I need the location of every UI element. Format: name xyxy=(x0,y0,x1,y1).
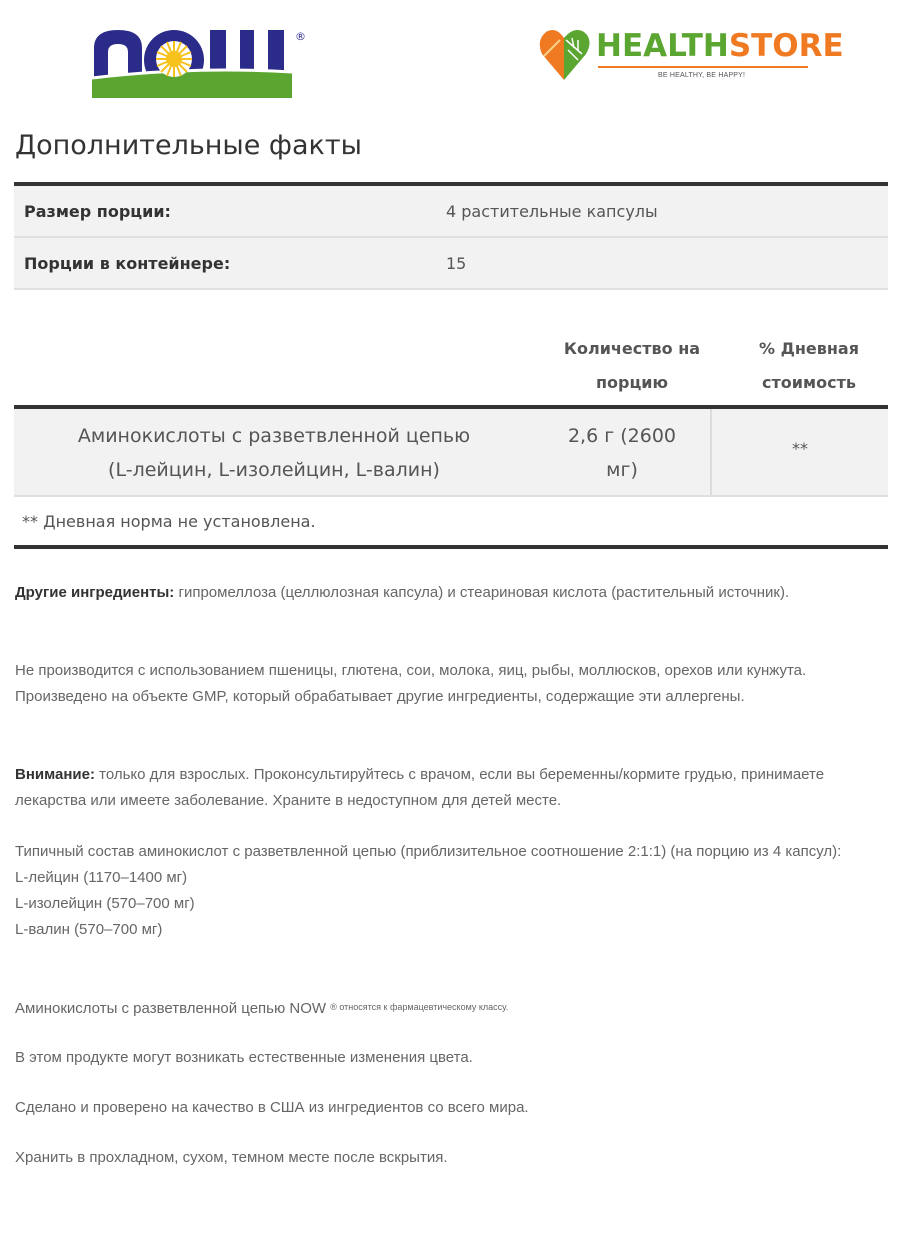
servings-per-container-value: 15 xyxy=(446,253,467,273)
healthstore-wordmark xyxy=(596,26,844,66)
nutrient-daily-value: ** xyxy=(792,439,808,458)
pharma-grade-paragraph xyxy=(15,996,885,1022)
amount-header-line2: порцию xyxy=(595,373,669,392)
healthstore-store: STORE xyxy=(728,28,844,64)
amount-header-line1: Количество на xyxy=(563,339,701,358)
now-logo-icon xyxy=(92,26,312,98)
nutrient-name xyxy=(14,409,534,495)
nutrient-amount-line1: 2,6 г (2600 xyxy=(567,425,677,447)
page-title: Дополнительные факты xyxy=(15,130,362,161)
now-logo xyxy=(92,26,312,98)
servings-per-container-label: Порции в контейнере: xyxy=(24,253,231,273)
table-header xyxy=(14,330,888,405)
column-header-amount xyxy=(534,330,730,405)
typical-item-valine: L-валин (570–700 мг) xyxy=(15,921,163,938)
other-ingredients-text: гипромеллоза (целлюлозная капсула) и стеариновая кислота (растительный источник). xyxy=(174,584,790,601)
healthstore-health: HEALTH xyxy=(596,28,729,64)
warning-paragraph xyxy=(15,762,885,814)
other-ingredients-label: Другие ингредиенты: xyxy=(15,584,175,601)
pharma-sup-text: ® относятся к фармацевтическому классу. xyxy=(330,1002,509,1012)
typical-item-leucine: L-лейцин (1170–1400 мг) xyxy=(15,869,188,886)
nutrition-table xyxy=(14,330,888,549)
made-in-paragraph: Сделано и проверено на качество в США из ингредиентов со всего мира. xyxy=(15,1099,529,1116)
dv-header-line2: стоимость xyxy=(762,373,856,392)
typical-composition-intro: Типичный состав аминокислот с разветвленной цепью (приблизительное соотношение 2:1:1) (на порцию из 4 капсул): xyxy=(15,843,842,860)
dv-header-line1: % Дневная xyxy=(758,339,859,358)
table-row xyxy=(14,238,888,290)
serving-size-value: 4 растительные капсулы xyxy=(446,201,658,221)
healthstore-underline xyxy=(598,66,808,68)
table-row xyxy=(14,409,888,497)
divider xyxy=(14,545,888,549)
nutrient-name-line2: (L-лейцин, L-изолейцин, L-валин) xyxy=(108,459,440,481)
warning-label: Внимание: xyxy=(15,766,95,783)
typical-composition xyxy=(15,839,885,943)
nutrient-amount xyxy=(534,409,712,495)
header-spacer xyxy=(14,330,534,405)
healthstore-logo xyxy=(538,26,844,86)
other-ingredients-paragraph xyxy=(15,580,885,606)
serving-facts-table xyxy=(14,182,888,290)
nutrient-amount-line2: мг) xyxy=(606,459,638,481)
svg-text:®: ® xyxy=(295,30,306,43)
warning-text: только для взрослых. Проконсультируйтесь с врачом, если вы беременны/кормите грудью, принимаете лекарства или имеете заболевание. Храните в недоступном для детей месте. xyxy=(15,766,825,809)
nutrient-name-line1: Аминокислоты с разветвленной цепью xyxy=(77,425,471,447)
serving-size-label: Размер порции: xyxy=(24,201,171,221)
storage-paragraph: Хранить в прохладном, сухом, темном месте после вскрытия. xyxy=(15,1149,448,1166)
typical-item-isoleucine: L-изолейцин (570–700 мг) xyxy=(15,895,195,912)
pharma-main-text: Аминокислоты с разветвленной цепью NOW xyxy=(15,1000,331,1017)
table-row xyxy=(14,186,888,238)
healthstore-tagline: BE HEALTHY, BE HAPPY! xyxy=(658,72,746,79)
table-footnote: ** Дневная норма не установлена. xyxy=(22,511,316,531)
header xyxy=(0,0,900,110)
column-header-daily-value xyxy=(730,330,888,405)
allergens-paragraph: Не производится с использованием пшеницы, глютена, сои, молока, яиц, рыбы, моллюсков, орехов или кунжута. Произведено на объекте GMP, который обрабатывает другие ингредиенты, содержащие эти аллергены. xyxy=(15,662,807,705)
heart-capsule-leaf-icon xyxy=(538,26,592,82)
color-note-paragraph: В этом продукте могут возникать естественные изменения цвета. xyxy=(15,1049,473,1066)
